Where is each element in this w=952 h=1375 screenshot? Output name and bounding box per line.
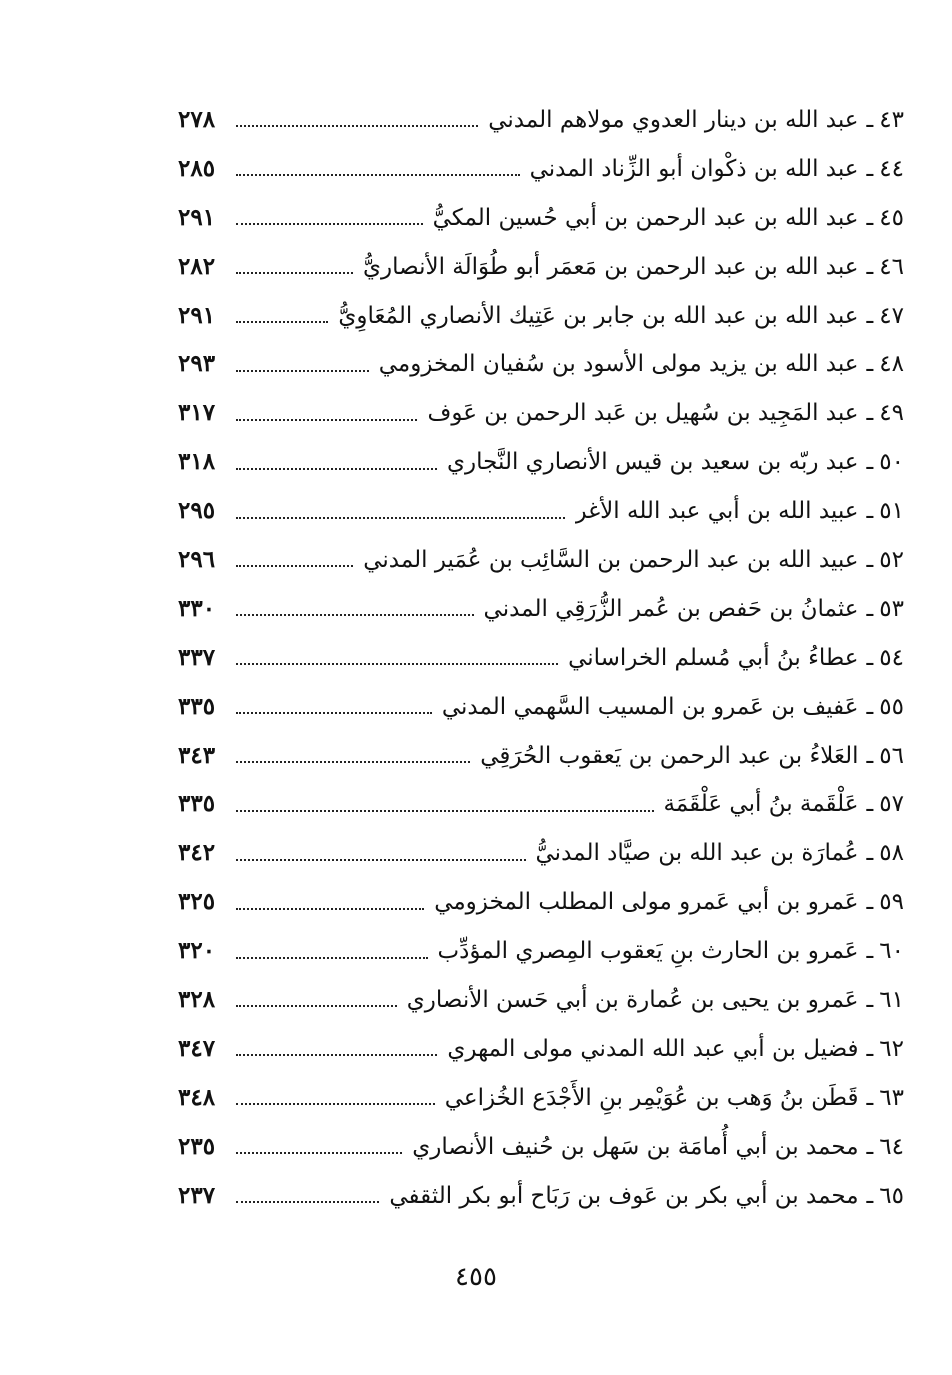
toc-entry [178,732,904,781]
entry-page-number: ٢٩١ [178,203,216,231]
entry-page-number: ٢٣٥ [178,1132,216,1160]
toc-entry [178,96,904,145]
entry-separator: ـ [866,1133,874,1160]
entry-page-number: ٢٩١ [178,301,216,329]
entry-page-number: ٣٤٨ [178,1083,216,1111]
entry-separator: ـ [866,595,874,622]
dotted-leader [236,174,520,176]
dotted-leader [236,663,558,665]
table-of-contents [178,96,904,1220]
dotted-leader [236,1054,437,1056]
toc-entry [178,878,904,927]
dotted-leader [236,1201,379,1203]
toc-entry [178,1025,904,1074]
entry-page-number: ٣٢٥ [178,888,216,916]
entry-number: ٤٩ [879,400,904,427]
entry-title: عبد الله بن عبد الله بن جابر بن عَتِيك الأنصاري المُعَاوِيُّ [338,302,859,329]
entry-number: ٥٦ [879,742,904,769]
entry-page-number: ٢٩٣ [178,350,216,378]
entry-title: قَطَن بنُ وَهب بن عُوَيْمِر بنِ الأَجْدَع الخُزاعي [444,1084,859,1111]
entry-title: عبيد الله بن أبي عبد الله الأغر [575,498,859,525]
entry-separator: ـ [866,351,874,378]
dotted-leader [236,908,424,910]
dotted-leader [236,761,470,763]
entry-page-number: ٢٣٧ [178,1181,216,1209]
entry-separator: ـ [866,449,874,476]
entry-title: عبد الله بن عبد الرحمن بن مَعمَر أبو طُوَالَة الأنصاريُّ [363,253,859,280]
toc-entry [178,1172,904,1221]
dotted-leader [236,321,328,323]
entry-separator: ـ [866,204,874,231]
toc-entry [178,829,904,878]
entry-title: عَفيف بن عَمرو بن المسيب السَّهمي المدني [441,693,859,720]
toc-entry [178,585,904,634]
entry-separator: ـ [866,498,874,525]
entry-title: عطاءُ بنُ أبي مُسلم الخراساني [568,644,859,671]
dotted-leader [236,859,526,861]
entry-number: ٤٣ [879,107,904,133]
toc-entry [178,389,904,438]
dotted-leader [236,223,423,225]
entry-separator: ـ [866,742,874,769]
entry-title: عَمرو بن يحيى بن عُمارة بن أبي حَسن الأنصاري [406,987,859,1014]
entry-separator: ـ [866,1035,874,1062]
entry-page-number: ٣٣٠ [178,594,216,622]
dotted-leader [236,1005,397,1007]
entry-title: عبد ربّه بن سعيد بن قيس الأنصاري النَّجاري [447,449,859,476]
entry-title: عبد الله بن ذكْوان أبو الزِّناد المدني [529,155,859,182]
entry-number: ٥١ [879,498,904,525]
toc-entry [178,243,904,292]
entry-title: فضيل بن أبي عبد الله المدني مولى المهري [447,1035,859,1062]
entry-title: عبد الله بن دينار العدوي مولاهم المدني [488,107,859,133]
entry-title: محمد بن أبي أُمامَة بن سَهل بن حُنيف الأنصاري [412,1133,859,1160]
entry-number: ٤٥ [879,204,904,231]
toc-entry [178,927,904,976]
entry-number: ٦٢ [879,1035,904,1062]
toc-entry [178,976,904,1025]
entry-number: ٦٥ [879,1182,904,1209]
dotted-leader [236,419,417,421]
entry-number: ٦١ [879,987,904,1014]
dotted-leader [236,370,369,372]
entry-separator: ـ [866,791,874,818]
entry-page-number: ٣٤٣ [178,741,216,769]
entry-number: ٥٤ [879,644,904,671]
entry-page-number: ٢٨٥ [178,154,216,182]
dotted-leader [236,614,474,616]
dotted-leader [236,468,437,470]
entry-separator: ـ [866,644,874,671]
entry-separator: ـ [866,938,874,965]
dotted-leader [236,1152,402,1154]
entry-number: ٥٣ [879,595,904,622]
entry-page-number: ٢٩٦ [178,546,216,574]
toc-entry [178,634,904,683]
toc-entry [178,438,904,487]
entry-title: عبيد الله بن عبد الرحمن بن السَّائِب بن عُمَير المدني [363,547,859,574]
dotted-leader [236,1103,435,1105]
dotted-leader [236,125,478,127]
toc-entry [178,536,904,585]
entry-separator: ـ [866,400,874,427]
entry-number: ٦٤ [879,1133,904,1160]
entry-separator: ـ [866,889,874,916]
entry-title: محمد بن أبي بكر بن عَوف بن رَبَاح أبو بكر الثقفي [389,1182,859,1209]
entry-number: ٥٢ [879,547,904,574]
dotted-leader [236,957,428,959]
entry-separator: ـ [866,1084,874,1111]
entry-page-number: ٣١٨ [178,448,216,476]
toc-entry [178,1074,904,1123]
entry-separator: ـ [866,693,874,720]
entry-title: العَلاءُ بن عبد الرحمن بن يَعقوب الحُرَقِي [480,742,859,769]
entry-title: عَمرو بن الحارث بنِ يَعقوب المِصري المؤدِّب [437,938,859,965]
entry-separator: ـ [866,155,874,182]
entry-title: عثمانُ بن حَفص بن عُمر الزُّرَقِي المدني [483,595,859,622]
toc-entry [178,683,904,732]
toc-entry [178,780,904,829]
toc-entry [178,292,904,341]
toc-entry [178,1123,904,1172]
page-number: ٤٥٥ [455,1262,497,1292]
entry-separator: ـ [866,253,874,280]
entry-title: عبد المَجِيد بن سُهيل بن عَبد الرحمن بن عَوف [427,400,859,427]
entry-number: ٥٨ [879,840,904,867]
dotted-leader [236,272,353,274]
entry-separator: ـ [866,547,874,574]
entry-page-number: ٣٢٠ [178,937,216,965]
entry-number: ٥٩ [879,889,904,916]
dotted-leader [236,712,432,714]
entry-number: ٥٧ [879,791,904,818]
entry-number: ٦٣ [879,1084,904,1111]
entry-title: عَلْقَمة بنُ أبي عَلْقَمَة [663,791,859,818]
entry-page-number: ٣٣٧ [178,643,216,671]
entry-separator: ـ [866,1182,874,1209]
toc-entry [178,487,904,536]
entry-page-number: ٣١٧ [178,399,216,427]
entry-title: عبد الله بن عبد الرحمن بن أبي حُسين المكيُّ [432,204,859,231]
entry-number: ٤٦ [879,253,904,280]
entry-page-number: ٣٤٧ [178,1034,216,1062]
entry-separator: ـ [866,840,874,867]
entry-title: عُمارَة بن عبد الله بن صيَّاد المدنيُّ [535,840,859,867]
toc-entry [178,340,904,389]
entry-separator: ـ [866,987,874,1014]
toc-entry [178,194,904,243]
entry-page-number: ٣٤٢ [178,839,216,867]
entry-separator: ـ [866,302,874,329]
entry-page-number: ٣٣٥ [178,692,216,720]
dotted-leader [236,565,353,567]
entry-page-number: ٣٣٥ [178,790,216,818]
entry-number: ٥٥ [879,693,904,720]
entry-page-number: ٢٧٨ [178,106,216,133]
toc-entry [178,145,904,194]
entry-title: عبد الله بن يزيد مولى الأسود بن سُفيان المخزومي [378,351,859,378]
entry-number: ٤٧ [879,302,904,329]
entry-separator: ـ [866,107,874,133]
entry-number: ٤٨ [879,351,904,378]
entry-page-number: ٣٢٨ [178,986,216,1014]
entry-number: ٦٠ [879,938,904,965]
entry-number: ٥٠ [879,449,904,476]
entry-number: ٤٤ [879,155,904,182]
entry-page-number: ٢٩٥ [178,497,216,525]
dotted-leader [236,517,565,519]
dotted-leader [236,810,654,812]
entry-page-number: ٢٨٢ [178,252,216,280]
entry-title: عَمرو بن أبي عَمرو مولى المطلب المخزومي [434,889,859,916]
